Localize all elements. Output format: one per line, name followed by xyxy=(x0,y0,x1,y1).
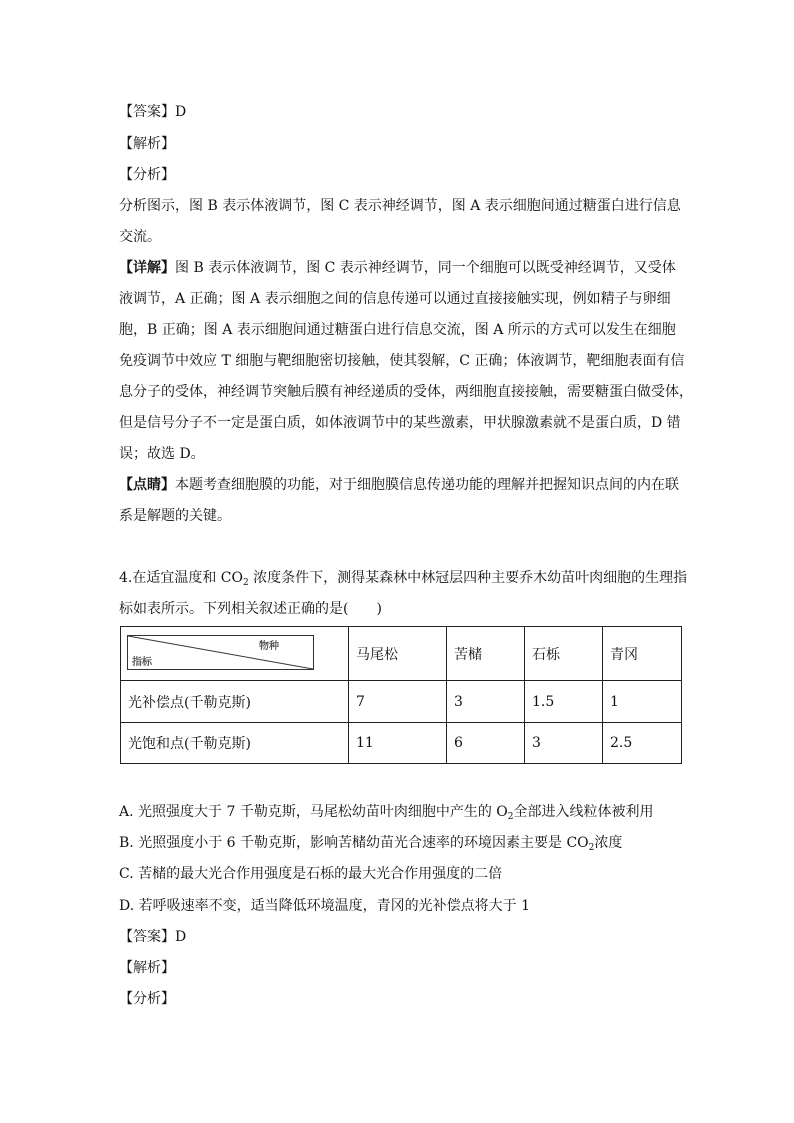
option-d: D. 若呼吸速率不变，适当降低环境温度，青冈的光补偿点将大于 1 xyxy=(119,898,530,914)
detail-text-line: 胞，B 正确；图 A 表示细胞间通过糖蛋白进行信息交流，图 A 所示的方式可以发生在细胞 xyxy=(119,322,676,338)
analysis-text-line: 交流。 xyxy=(119,229,161,245)
corner-indicator-label: 指标 xyxy=(132,657,152,668)
question-stem-line: 4.在适宜温度和 $CO_2$ 浓度条件下，测得某森林中林冠层四种主要乔木幼苗叶肉细胞的生理指 xyxy=(119,570,688,588)
answer-line: 【答案】D xyxy=(119,104,187,120)
corner-species-label: 物种 xyxy=(259,641,279,652)
option-b: B. 光照强度小于 6 千勒克斯，影响苦槠幼苗光合速率的环境因素主要是 $CO_2$浓度 xyxy=(119,835,623,853)
point-label: 【点睛】 xyxy=(119,477,175,493)
question-stem-line: 标如表所示。下列相关叙述正确的是( ) xyxy=(119,601,382,617)
detail-text-line: 息分子的受体，神经调节突触后膜有神经递质的受体，两细胞直接接触，需要糖蛋白做受体， xyxy=(119,384,693,400)
option-a: A. 光照强度大于 7 千勒克斯，马尾松幼苗叶肉细胞中产生的 $O_2$全部进入线粒体被利用 xyxy=(119,804,654,822)
detail-text-line: 但是信号分子不一定是蛋白质，如体液调节中的某些激素，甲状腺激素就不是蛋白质，D 错 xyxy=(119,415,681,431)
point-text: 本题考查细胞膜的功能，对于细胞膜信息传递功能的理解并把握知识点间的内在联 xyxy=(175,477,679,493)
table-cell: 3 xyxy=(525,723,603,764)
detail-text-line: 免疫调节中效应 T 细胞与靶细胞密切接触，使其裂解，C 正确；体液调节，靶细胞表面有信 xyxy=(119,353,685,369)
answer-line: 【答案】D xyxy=(119,929,187,945)
table-cell: 7 xyxy=(349,681,447,723)
table-cell: 1 xyxy=(603,681,682,723)
detail-text-line: 液调节，A 正确；图 A 表示细胞之间的信息传递可以通过直接接触实现，例如精子与卵细 xyxy=(119,291,671,307)
detail-text: 图 B 表示体液调节，图 C 表示神经调节，同一个细胞可以既受神经调节，又受体 xyxy=(175,260,676,276)
table-row-label: 光补偿点(千勒克斯) xyxy=(121,681,349,723)
breakdown-heading: 【分析】 xyxy=(119,991,175,1007)
table-row xyxy=(121,723,682,764)
table-cell: 3 xyxy=(447,681,525,723)
analysis-heading: 【解析】 xyxy=(119,960,175,976)
detail-text-line xyxy=(119,258,676,278)
analysis-heading: 【解析】 xyxy=(119,136,175,152)
point-text-line xyxy=(119,475,679,495)
detail-text-line: 误；故选 D。 xyxy=(119,446,205,462)
table-header-cell: 青冈 xyxy=(603,627,682,681)
table-row-label: 光饱和点(千勒克斯) xyxy=(121,723,349,764)
table-header-cell: 石栎 xyxy=(525,627,603,681)
table-corner-cell xyxy=(121,627,349,681)
point-text-line: 系是解题的关键。 xyxy=(119,508,231,524)
table-cell: 1.5 xyxy=(525,681,603,723)
breakdown-heading: 【分析】 xyxy=(119,167,175,183)
analysis-text-line: 分析图示，图 B 表示体液调节，图 C 表示神经调节，图 A 表示细胞间通过糖蛋白进行信息 xyxy=(119,198,681,214)
table-row xyxy=(121,681,682,723)
table-header-cell: 苦槠 xyxy=(447,627,525,681)
table-cell: 6 xyxy=(447,723,525,764)
table-header-cell: 马尾松 xyxy=(349,627,447,681)
option-c: C. 苦槠的最大光合作用强度是石栎的最大光合作用强度的二倍 xyxy=(119,866,503,882)
table-cell: 2.5 xyxy=(603,723,682,764)
table-cell: 11 xyxy=(349,723,447,764)
detail-label: 【详解】 xyxy=(119,260,175,276)
data-table xyxy=(120,626,682,764)
